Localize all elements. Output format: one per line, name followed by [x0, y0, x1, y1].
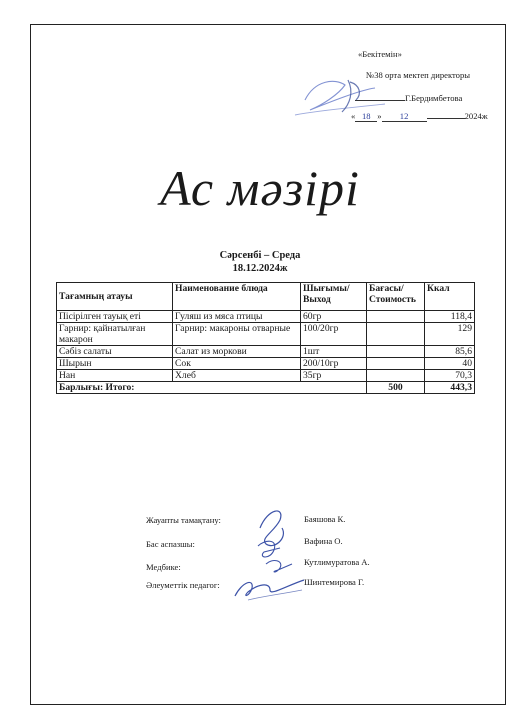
cell-kcal: 70,3	[425, 370, 475, 382]
date-label: 18.12.2024ж	[232, 263, 288, 274]
page-title: Ас мәзірі	[160, 160, 360, 216]
cell-name-kz: Нан	[57, 370, 173, 382]
approval-date-day: 18	[355, 112, 377, 122]
table-row	[57, 358, 475, 370]
cell-price	[367, 323, 425, 346]
date-year-underline	[427, 118, 465, 119]
approval-director: Г.Бердимбетова	[405, 93, 463, 103]
table-row	[57, 346, 475, 358]
cell-yield: 100/20гр	[301, 323, 367, 346]
table-header-row	[57, 283, 475, 311]
col-header-name-kz: Тағамның атауы	[57, 283, 173, 311]
cell-name-ru: Гарнир: макароны отварные	[173, 323, 301, 346]
cell-yield: 35гр	[301, 370, 367, 382]
signature-name: Вафина О.	[304, 536, 343, 546]
cell-price	[367, 358, 425, 370]
total-kcal: 443,3	[425, 382, 475, 394]
cell-kcal: 118,4	[425, 311, 475, 323]
cell-kcal: 85,6	[425, 346, 475, 358]
approval-date-month: 12	[382, 112, 427, 122]
signature-role: Медбике:	[146, 562, 181, 572]
cell-yield: 60гр	[301, 311, 367, 323]
approval-title: «Бекітемін»	[358, 49, 402, 59]
col-header-name-ru: Наименование блюда	[173, 283, 301, 311]
cell-yield: 1шт	[301, 346, 367, 358]
total-label: Барлығы: Итого:	[57, 382, 367, 394]
cell-kcal: 40	[425, 358, 475, 370]
signature-name: Баяшова К.	[304, 514, 346, 524]
date-close-quote: »	[377, 111, 382, 121]
cell-name-ru: Сок	[173, 358, 301, 370]
menu-table	[56, 282, 475, 394]
cell-name-kz: Шырын	[57, 358, 173, 370]
cell-price	[367, 311, 425, 323]
cell-name-kz: Пісірілген тауық еті	[57, 311, 173, 323]
date-open-quote: «	[351, 111, 356, 121]
signature-role: Бас аспазшы:	[146, 539, 195, 549]
cell-name-ru: Гуляш из мяса птицы	[173, 311, 301, 323]
cell-price	[367, 346, 425, 358]
table-row	[57, 323, 475, 346]
cell-name-ru: Хлеб	[173, 370, 301, 382]
cell-price	[367, 370, 425, 382]
total-price: 500	[367, 382, 425, 394]
signature-role: Әлеуметтік педагог:	[146, 580, 220, 590]
handwritten-signatures	[230, 498, 310, 608]
director-stamp-signature	[290, 60, 390, 130]
signature-name: Кутлимуратова А.	[304, 557, 370, 567]
cell-kcal: 129	[425, 323, 475, 346]
signature-name: Шинтемирова Г.	[304, 577, 365, 587]
cell-name-kz: Сәбіз салаты	[57, 346, 173, 358]
cell-name-ru: Салат из моркови	[173, 346, 301, 358]
day-label: Сәрсенбі – Среда	[219, 250, 301, 261]
col-header-price: Бағасы/ Стоимость	[367, 283, 425, 311]
col-header-yield: Шығымы/ Выход	[301, 283, 367, 311]
approval-school: №38 орта мектеп директоры	[366, 70, 471, 80]
table-total-row	[57, 382, 475, 394]
signature-role: Жауапты тамақтану:	[146, 515, 221, 525]
col-header-kcal: Ккал	[425, 283, 475, 311]
table-row	[57, 311, 475, 323]
table-row	[57, 370, 475, 382]
cell-name-kz: Гарнир: қайнатылған макарон	[57, 323, 173, 346]
approval-date-year: 2024ж	[464, 111, 488, 121]
cell-yield: 200/10гр	[301, 358, 367, 370]
